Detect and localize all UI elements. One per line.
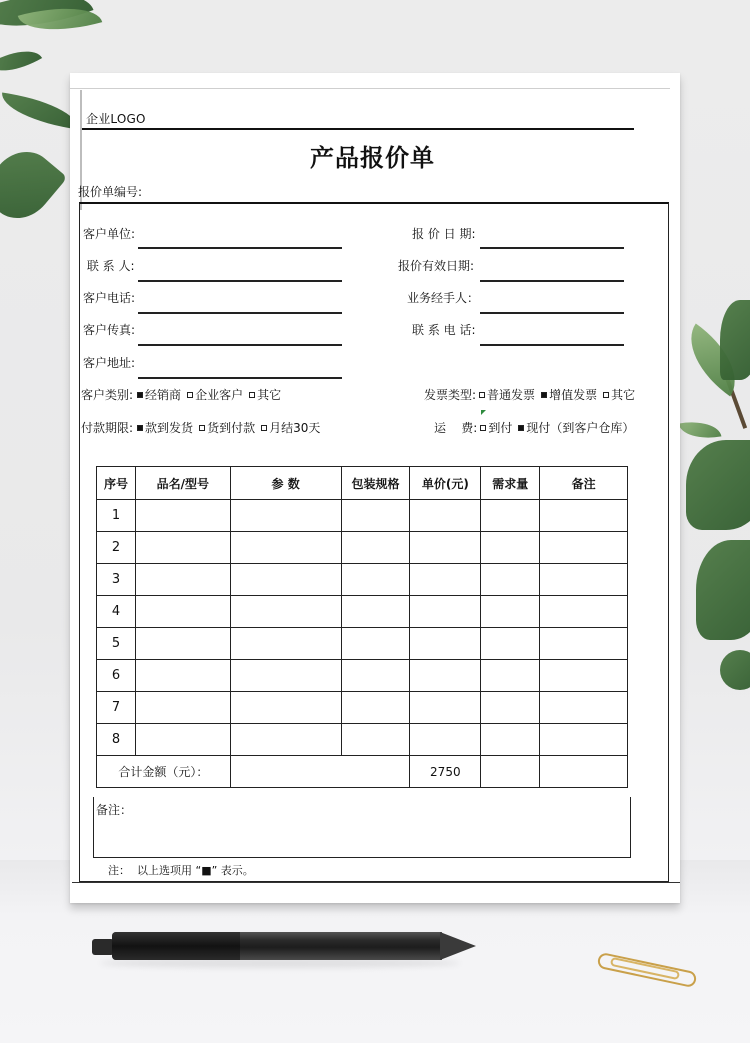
customer-type-group	[81, 386, 287, 403]
header-unit-price: 单价(元)	[410, 467, 481, 500]
cell-packaging[interactable]	[341, 724, 410, 756]
cell-price[interactable]	[410, 500, 481, 532]
payment-option-cod[interactable]: 货到付款	[199, 419, 255, 436]
total-remark-cell[interactable]	[540, 756, 628, 788]
header-divider	[82, 128, 634, 130]
invoice-option-vat[interactable]: 增值发票	[541, 386, 597, 403]
customer-fax-label: 客户传真:	[83, 323, 136, 337]
cell-price[interactable]	[410, 724, 481, 756]
checkbox-empty-icon	[199, 425, 205, 431]
cell-qty[interactable]	[481, 500, 540, 532]
payment-option-net30[interactable]: 月结30天	[261, 419, 320, 436]
table-row	[97, 532, 628, 564]
cell-seq: 4	[97, 596, 136, 628]
sales-rep-input[interactable]	[480, 312, 624, 314]
table-header-row	[97, 467, 628, 500]
cell-seq: 5	[97, 628, 136, 660]
checkbox-empty-icon	[480, 425, 486, 431]
cell-remark[interactable]	[540, 596, 628, 628]
cell-remark[interactable]	[540, 500, 628, 532]
invoice-type-group	[424, 386, 641, 403]
cell-comment-marker-icon	[481, 410, 486, 415]
checkbox-empty-icon	[261, 425, 267, 431]
cell-params[interactable]	[230, 500, 341, 532]
customer-type-option-dealer[interactable]: 经销商	[137, 386, 181, 403]
cell-params[interactable]	[230, 532, 341, 564]
company-logo-placeholder: 企业LOGO	[86, 112, 146, 126]
cell-params[interactable]	[230, 628, 341, 660]
cell-remark[interactable]	[540, 628, 628, 660]
table-row	[97, 692, 628, 724]
invoice-option-other[interactable]: 其它	[603, 386, 635, 403]
customer-type-option-other[interactable]: 其它	[249, 386, 281, 403]
checkbox-empty-icon	[479, 392, 485, 398]
customer-phone-label: 客户电话:	[83, 291, 136, 305]
cell-price[interactable]	[410, 692, 481, 724]
payment-terms-label: 付款期限:	[81, 421, 134, 435]
checkbox-empty-icon	[249, 392, 255, 398]
customer-type-label: 客户类别:	[81, 388, 134, 402]
cell-product[interactable]	[135, 532, 230, 564]
cell-packaging[interactable]	[341, 500, 410, 532]
invoice-type-label: 发票类型:	[424, 388, 477, 402]
cell-qty[interactable]	[481, 660, 540, 692]
payment-option-prepay[interactable]: 款到发货	[137, 419, 193, 436]
customer-phone-input[interactable]	[138, 312, 342, 314]
contact-person-label: 联 系 人:	[83, 259, 135, 273]
cell-price[interactable]	[410, 532, 481, 564]
cell-product[interactable]	[135, 596, 230, 628]
quote-date-input[interactable]	[480, 247, 624, 249]
cell-qty[interactable]	[481, 628, 540, 660]
header-quantity: 需求量	[481, 467, 540, 500]
cell-price[interactable]	[410, 564, 481, 596]
cell-seq: 1	[97, 500, 136, 532]
cell-packaging[interactable]	[341, 628, 410, 660]
cell-params[interactable]	[230, 692, 341, 724]
cell-qty[interactable]	[481, 532, 540, 564]
quote-valid-date-label: 报价有效日期:	[398, 259, 475, 273]
shipping-option-prepaid[interactable]: 现付（到客户仓库）	[518, 419, 634, 436]
customer-company-label: 客户单位:	[83, 227, 136, 241]
sales-rep-label: 业务经手人：	[407, 291, 480, 305]
cell-price[interactable]	[410, 660, 481, 692]
product-items-table	[96, 466, 628, 788]
cell-remark[interactable]	[540, 692, 628, 724]
cell-seq: 6	[97, 660, 136, 692]
total-blank-cell[interactable]	[230, 756, 410, 788]
remarks-label: 备注：	[96, 803, 133, 817]
total-row	[97, 756, 628, 788]
cell-product[interactable]	[135, 564, 230, 596]
checkbox-empty-icon	[603, 392, 609, 398]
checkbox-checked-icon	[518, 425, 524, 431]
cell-packaging[interactable]	[341, 692, 410, 724]
paper-top-edge	[70, 73, 670, 89]
quote-number-label: 报价单编号:	[78, 185, 143, 199]
cell-packaging[interactable]	[341, 532, 410, 564]
contact-person-input[interactable]	[138, 280, 342, 282]
invoice-option-regular[interactable]: 普通发票	[479, 386, 535, 403]
header-parameters: 参 数	[230, 467, 341, 500]
cell-params[interactable]	[230, 724, 341, 756]
customer-type-option-enterprise[interactable]: 企业客户	[187, 386, 243, 403]
cell-params[interactable]	[230, 596, 341, 628]
cell-qty[interactable]	[481, 564, 540, 596]
payment-terms-group	[81, 419, 326, 436]
quote-valid-date-input[interactable]	[480, 280, 624, 282]
footnote: 注： 以上选项用 “■” 表示。	[108, 864, 254, 877]
cell-seq: 3	[97, 564, 136, 596]
cell-seq: 8	[97, 724, 136, 756]
shipping-option-collect[interactable]: 到付	[480, 419, 512, 436]
checkbox-checked-icon	[137, 425, 143, 431]
cell-qty[interactable]	[481, 692, 540, 724]
cell-product[interactable]	[135, 660, 230, 692]
checkbox-checked-icon	[137, 392, 143, 398]
cell-qty[interactable]	[481, 724, 540, 756]
checkbox-empty-icon	[187, 392, 193, 398]
cell-remark[interactable]	[540, 660, 628, 692]
form-bottom-border	[72, 882, 680, 883]
table-row	[97, 724, 628, 756]
cell-product[interactable]	[135, 724, 230, 756]
table-row	[97, 596, 628, 628]
table-row	[97, 628, 628, 660]
table-row	[97, 564, 628, 596]
contact-phone-input[interactable]	[480, 344, 624, 346]
customer-company-input[interactable]	[138, 247, 342, 249]
shipping-label: 运 费:	[434, 421, 478, 435]
shipping-group	[434, 419, 640, 436]
cell-product[interactable]	[135, 628, 230, 660]
cell-params[interactable]	[230, 660, 341, 692]
cell-product[interactable]	[135, 692, 230, 724]
total-qty-cell[interactable]	[481, 756, 540, 788]
contact-phone-label: 联 系 电 话:	[412, 323, 476, 337]
cell-packaging[interactable]	[341, 660, 410, 692]
cell-seq: 7	[97, 692, 136, 724]
total-amount-label: 合计金额（元）：	[97, 756, 231, 788]
header-remarks: 备注	[540, 467, 628, 500]
checkbox-checked-icon	[541, 392, 547, 398]
cell-seq: 2	[97, 532, 136, 564]
customer-address-input[interactable]	[138, 377, 342, 379]
cell-qty[interactable]	[481, 596, 540, 628]
cell-params[interactable]	[230, 564, 341, 596]
cell-packaging[interactable]	[341, 564, 410, 596]
cell-price[interactable]	[410, 628, 481, 660]
table-row	[97, 500, 628, 532]
cell-remark[interactable]	[540, 564, 628, 596]
cell-packaging[interactable]	[341, 596, 410, 628]
cell-remark[interactable]	[540, 532, 628, 564]
total-amount-value[interactable]: 2750	[410, 756, 481, 788]
header-packaging: 包装规格	[341, 467, 410, 500]
header-seq: 序号	[97, 467, 136, 500]
remarks-box[interactable]	[93, 797, 631, 858]
header-product-model: 品名/型号	[135, 467, 230, 500]
page-title: 产品报价单	[310, 144, 435, 172]
customer-address-label: 客户地址:	[83, 356, 136, 370]
table-row	[97, 660, 628, 692]
cell-product[interactable]	[135, 500, 230, 532]
cell-price[interactable]	[410, 596, 481, 628]
quote-date-label: 报 价 日 期:	[412, 227, 476, 241]
customer-fax-input[interactable]	[138, 344, 342, 346]
cell-remark[interactable]	[540, 724, 628, 756]
